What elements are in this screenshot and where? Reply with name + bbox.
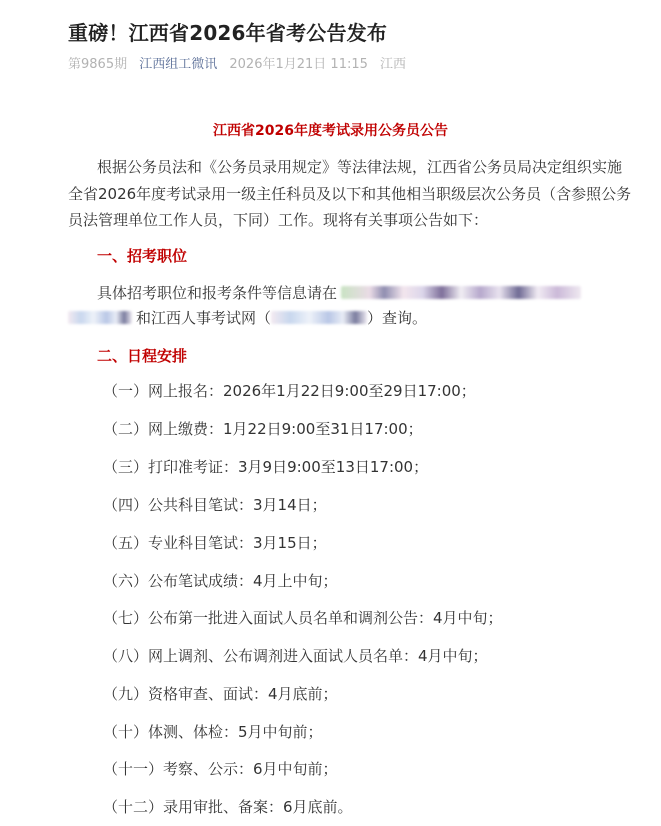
article-title: 重磅！江西省2026年省考公告发布 (68, 21, 388, 45)
schedule-item: （十）体测、体检：5月中旬前； (103, 723, 323, 741)
schedule-item: （七）公布第一批进入面试人员名单和调剂公告：4月中旬； (103, 609, 503, 627)
intro-line-1: 根据公务员法和《公务员录用规定》等法律法规，江西省公务员局决定组织实施 (97, 158, 623, 176)
intro-line-2: 全省2026年度考试录用一级主任科员及以下和其他相当职级层次公务员（含参照公务 (68, 185, 632, 203)
positions-site-text: 和江西人事考试网（ (136, 309, 272, 327)
positions-text: 具体招考职位和报考条件等信息请在 (97, 284, 338, 302)
redacted-url (271, 311, 367, 324)
schedule-item: （十一）考察、公示：6月中旬前； (103, 760, 338, 778)
schedule-item: （一）网上报名：2026年1月22日9:00至29日17:00； (103, 382, 476, 400)
schedule-item: （二）网上缴费：1月22日9:00至31日17:00； (103, 420, 423, 438)
schedule-item: （三）打印准考证：3月9日9:00至13日17:00； (103, 458, 429, 476)
publish-datetime: 2026年1月21日 11:15 (229, 57, 368, 72)
intro-line-3: 员法管理单位工作人员，下同）工作。现将有关事项公告如下： (68, 211, 489, 229)
article-meta (68, 53, 414, 72)
positions-line-1 (97, 282, 581, 303)
redacted-url (341, 286, 581, 299)
redacted-url (68, 311, 132, 324)
positions-line-2 (68, 307, 427, 328)
schedule-item: （十二）录用审批、备案：6月底前。 (103, 798, 353, 816)
account-name-link[interactable]: 江西组工微讯 (139, 57, 218, 72)
schedule-item: （五）专业科目笔试：3月15日； (103, 534, 327, 552)
schedule-item: （四）公共科目笔试：3月14日； (103, 496, 327, 514)
section-heading-schedule: 二、日程安排 (97, 347, 188, 365)
section-heading-positions: 一、招考职位 (97, 247, 188, 265)
schedule-item: （九）资格审查、面试：4月底前； (103, 685, 338, 703)
schedule-item: （八）网上调剂、公布调剂进入面试人员名单：4月中旬； (103, 647, 488, 665)
schedule-item: （六）公布笔试成绩：4月上中旬； (103, 572, 338, 590)
notice-title: 江西省2026年度考试录用公务员公告 (213, 123, 448, 139)
issue-number: 第9865期 (68, 57, 128, 72)
publish-region: 江西 (380, 57, 407, 72)
positions-query-text: ）查询。 (367, 309, 428, 327)
